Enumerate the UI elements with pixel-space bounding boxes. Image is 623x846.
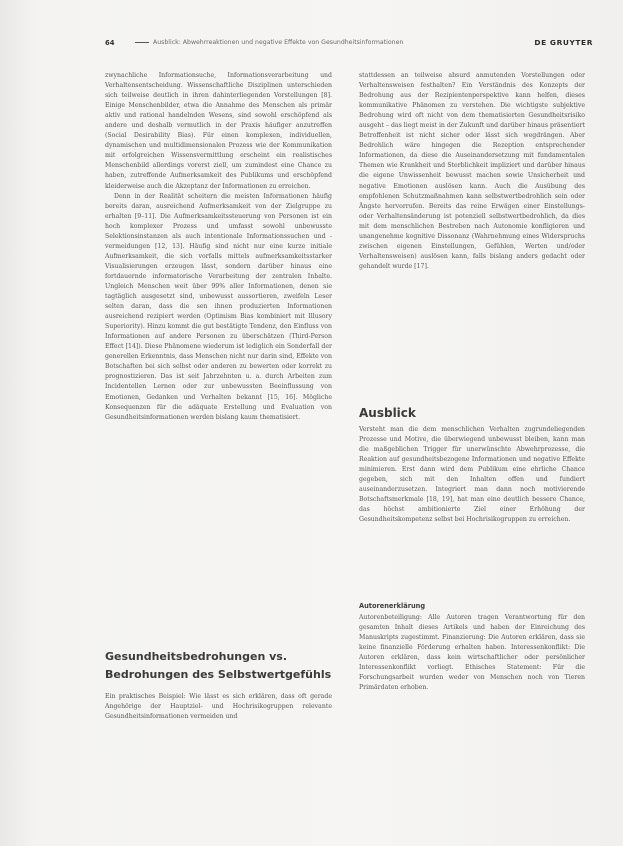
running-title	[135, 39, 403, 46]
left-column-body	[105, 71, 332, 423]
left-paragraph-2: Denn in der Realität scheitern die meisten Informationen häufig bereits daran, ausreichend Aufmerksamkeit von der Zielgruppe zu erhalten [9–11]. Die Aufmerksamkeitssteuerung von Personen ist ein hoch komplexer Prozess und umfasst sowohl unbewusste Selektionsinstanzen als auch intentionale Informationssuchen und -vermeidungen [12, 13]. Häufig sind nicht nur eine kurze initiale Aufmerksamkeit, die sich vorfalls mittels aufmerksamkeitsstarker Visualisierungen erzeugen lässt, sondern darüber hinaus eine fortdauernde informatorische Verarbeitung der zentralen Inhalte. Ungleich Menschen weit über 99% aller Informationen, denen sie tagtäglich ausgesetzt sind, unbewusst aussortieren, zweifeln Leser selten daran, dass die sen ihnen produzierten Informationen ausreichend rezipiert werden (Optimism Bias kombiniert mit Illusory Superiority). Hinzu kommt die gut bestätigte Tendenz, den Einfluss von Informationen auf andere Personen zu überschätzen (Third-Person Effect [14]). Diese Phänomene wiederum ist lediglich ein Sonderfall der generellen Erkenntnis, dass Menschen nicht nur darin sind, Effekte von Botschaften bei sich selbst oder anderen zu bewerten oder korrekt zu prognostizieren. Das ist seit Jahrzehnten u. a. durch Arbeiten zum Incidentellen Lernen oder zur unbewussten Beeinflussung von Emotionen, Gedanken und Verhalten bekannt [15, 16]. Mögliche Konsequenzen für die adäquate Erstellung und Evaluation von Gesundheitsinformationen werden bislang kaum thematisiert.	[105, 192, 332, 421]
left-paragraph-1: zwynachliche Informationsuche, Informationsverarbeitung und Verhaltensentscheidung. Wissenschaftliche Disziplinen unterschieden sich teilweise deutlich in ihren dahinterliegenden Vorstellungen [8]. Einige Menschenbilder, etwa die Annahme des Menschen als primär aktiv und rational handelnden Wesens, sind sowohl erschöpfend als andere und deshalb vermutlich in der Praxis häufiger anzutreffen (Social Desirability Bias). Für einen komplexen, individuellen, dynamischen und multidimensionalen Prozess wie der Kommunikation mit erfolgreichen Wissensvermittlung erscheint ein realistisches Menschenbild allerdings vorerst ziell, um zumindest eine Chance zu haben, zutreffende Aufmerksamkeit des Publikums und erschöpfend kleiderweise auch die Akzeptanz der Informationen zu erreichen.	[105, 72, 332, 190]
page-number: 64	[105, 39, 115, 47]
author-statement-text: Autorenbeteiligung: Alle Autoren tragen Verantwortung für den gesamten Inhalt dieses Artikels und haben der Einreichung des Manuskripts zugestimmt. Finanzierung: Die Autoren erklären, dass sie keine finanzielle Förderung erhalten haben. Interessenkonflikt: Die Autoren erklären, dass kein wirtschaftlicher oder persönlicher Interessenkonflikt vorliegt. Ethisches Statement: Für die Forschungsarbeit wurden weder von Menschen noch von Tieren Primärdaten erhoben.	[359, 614, 585, 692]
section-heading-threats: Gesundheitsbedrohungen vs. Bedrohungen des Selbstwertgefühls	[105, 650, 332, 681]
left-section-paragraph: Ein praktisches Beispiel: Wie lässt es sich erklären, dass oft gerade Angehörige der Hauptziel- und Hochrisikogruppen relevante Gesundheitsinformationen vermeiden und	[105, 693, 332, 721]
ausblick-text	[359, 425, 585, 525]
right-paragraph-1: stattdessen an teilweise absurd anmutenden Vorstellungen oder Verhaltensweisen festhalten? Ein Verständnis des Konzepts der Bedrohung aus der Rezipientenperspektive kann helfen, dieses kommunikative Phänomen zu verstehen. Die wichtigste subjektive Bedrohung wird oft nicht von dem thematisierten Gesundheitsrisiko ausgeht – das liegt meist in der Zukunft und darüber hinaus präsentiert Betroffenheit ist nicht sicher oder lässt sich wegdrängen. Aber Bedrohlich wäre hingegen die Rezeption entsprechender Informationen, da diese die Auseinandersetzung mit fundamentalen Themen wie Krankheit und Sterblichkeit impliziert und darüber hinaus die eigene Unwissenheit bewusst machen sowie Unsicherheit und negative Emotionen auslösen kann. Auch die Ausübung des empfohlenen Schutzmaßnahmen kann selbstwertbedrohlich sein oder Ängste hervorrufen. Bereits das reine Erwägen einer Einstellungs- oder Verhaltensänderung ist potenziell selbstwertbedrohlich, da dies mit dem menschlichen Bestreben nach Autonomie konfligieren und unangenehme kognitive Dissonanz (Wahrnehmung eines Widerspruchs zwischen eigenen Einstellungen, Gefühlen, Werten und/oder Verhaltensweisen) auslösen kann, falls bislang anders gedacht oder gehandelt wurde [17].	[359, 72, 585, 270]
section-heading-ausblick: Ausblick	[359, 406, 416, 420]
ausblick-paragraph: Versteht man die dem menschlichen Verhalten zugrundeliegenden Prozesse und Motive, die überwiegend unbewusst bleiben, kann man die maßgeblichen Trigger für unerwünschte Abwehrprozesse, die Reaktion auf gesundheitsbezogene Informationen und negative Effekte minimieren. Erst dann wird dem Publikum eine ehrliche Chance gegeben, sich mit den Inhalten offen und fundiert auseinanderzusetzen. Integriert man dann noch motivierende Botschaftsmerkmale [18, 19], hat man eine deutlich bessere Chance, das höchst ambitionierte Ziel einer Erhöhung der Gesundheitskompetenz selbst bei Hochrisikogruppen zu erreichen.	[359, 426, 585, 524]
publisher-logo: DE GRUYTER	[534, 38, 593, 47]
header-dash	[135, 42, 149, 43]
author-statement-heading: Autorenerklärung	[359, 602, 426, 610]
right-column-body	[359, 71, 585, 272]
left-column-section-text	[105, 692, 332, 722]
running-header	[105, 38, 593, 50]
author-statement	[359, 613, 585, 693]
running-title-text: Ausblick: Abwehrreaktionen und negative Effekte von Gesundheitsinformationen	[153, 39, 404, 46]
